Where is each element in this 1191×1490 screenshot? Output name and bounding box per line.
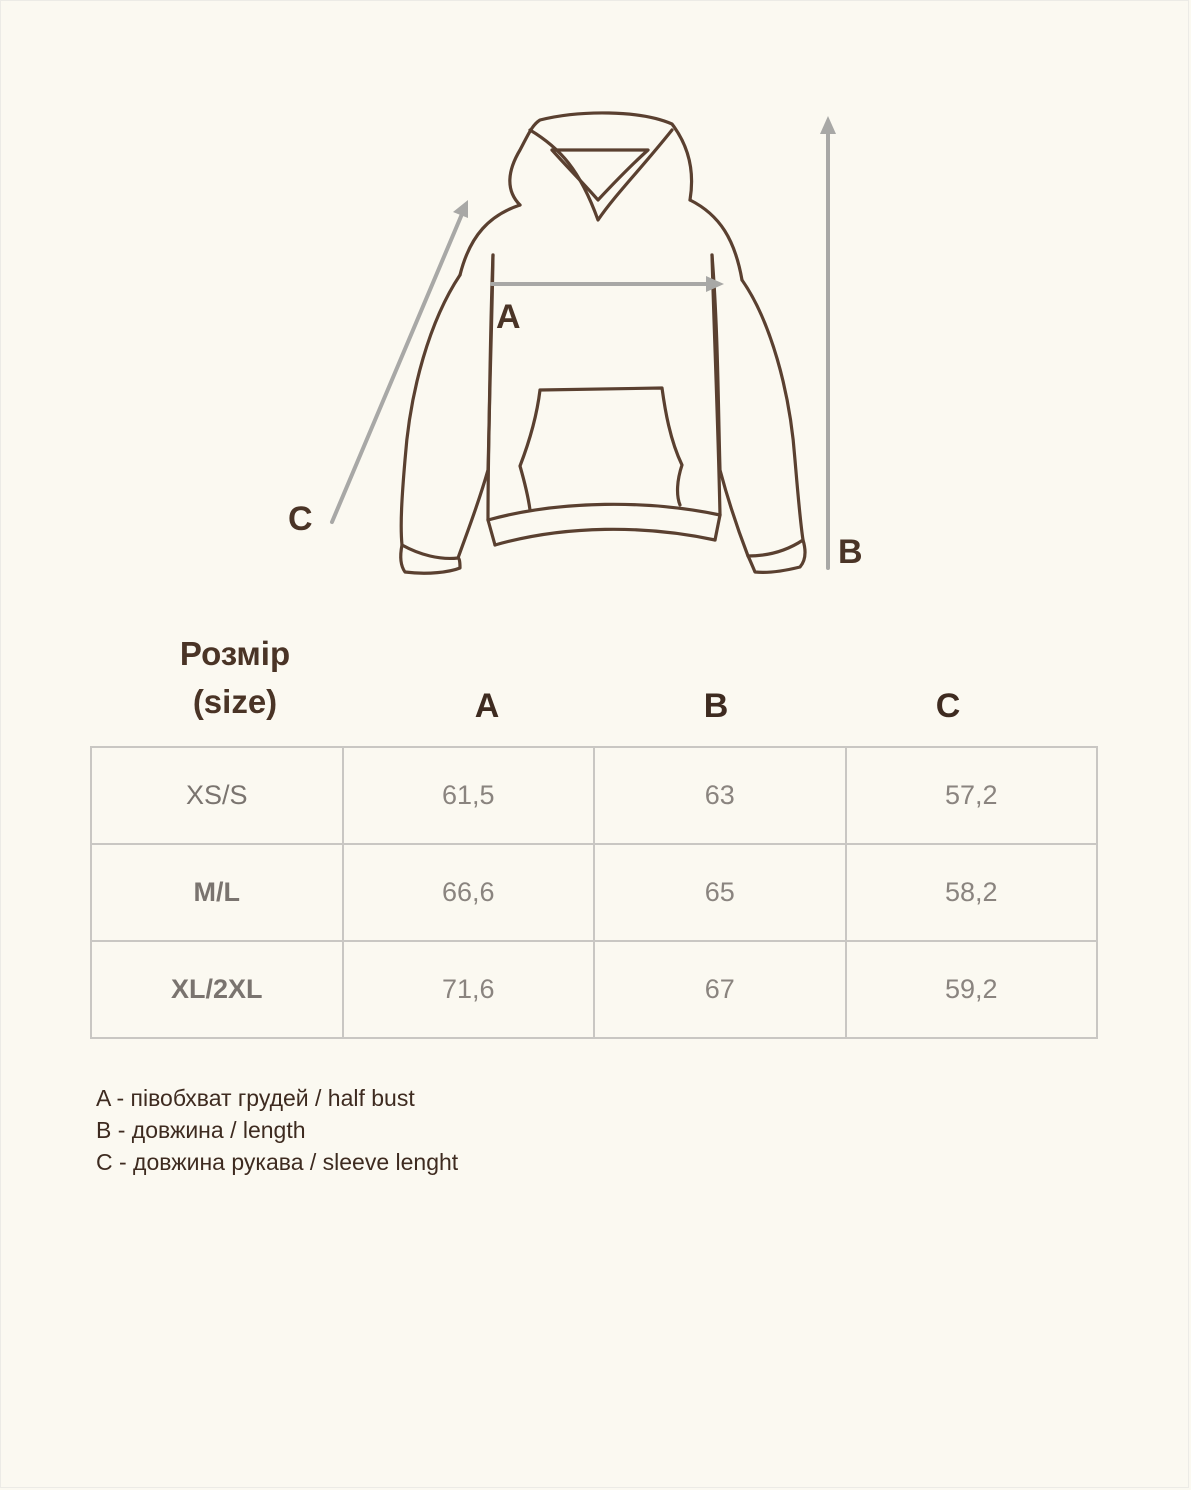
left-shoulder bbox=[460, 205, 520, 275]
size-cell: XL/2XL bbox=[91, 941, 343, 1038]
value-cell-a: 61,5 bbox=[343, 747, 595, 844]
value-cell-b: 63 bbox=[594, 747, 846, 844]
hood-opening bbox=[530, 130, 672, 220]
size-heading-line2: (size) bbox=[192, 683, 278, 720]
table-row bbox=[91, 941, 1097, 1038]
arrow-c-line bbox=[332, 214, 462, 522]
arrow-b-head bbox=[820, 116, 836, 134]
left-sleeve bbox=[401, 255, 493, 558]
size-cell: XS/S bbox=[91, 747, 343, 844]
hoodie-illustration bbox=[0, 0, 1191, 600]
waistband-bottom bbox=[495, 529, 715, 545]
size-heading-line1: Розмір bbox=[179, 635, 291, 672]
waistband-left bbox=[488, 520, 495, 545]
value-cell-b: 67 bbox=[594, 941, 846, 1038]
value-cell-c: 57,2 bbox=[846, 747, 1098, 844]
legend-item-c: C - довжина рукава / sleeve lenght bbox=[96, 1149, 459, 1175]
column-heading-a: A bbox=[474, 687, 500, 725]
kangaroo-pocket bbox=[520, 388, 682, 510]
legend-item-b: B - довжина / length bbox=[96, 1117, 306, 1143]
value-cell-a: 66,6 bbox=[343, 844, 595, 941]
value-cell-c: 59,2 bbox=[846, 941, 1098, 1038]
size-column-heading bbox=[160, 630, 310, 726]
table-row bbox=[91, 844, 1097, 941]
value-cell-b: 65 bbox=[594, 844, 846, 941]
measurement-legend bbox=[96, 1082, 458, 1178]
column-heading-c: C bbox=[935, 687, 961, 725]
right-sleeve bbox=[712, 255, 803, 556]
waistband-right bbox=[715, 515, 720, 540]
column-heading-b: B bbox=[703, 687, 729, 725]
value-cell-a: 71,6 bbox=[343, 941, 595, 1038]
right-shoulder bbox=[690, 200, 742, 280]
legend-item-a: A - півобхват грудей / half bust bbox=[96, 1085, 415, 1111]
hoodie-diagram bbox=[0, 0, 1191, 600]
value-cell-c: 58,2 bbox=[846, 844, 1098, 941]
size-cell: M/L bbox=[91, 844, 343, 941]
hood-outline bbox=[510, 113, 692, 205]
waistband-top bbox=[488, 504, 720, 520]
measure-label-c: C bbox=[288, 500, 313, 538]
size-table bbox=[90, 746, 1098, 1039]
table-row bbox=[91, 747, 1097, 844]
measure-label-b: B bbox=[838, 533, 863, 571]
measure-label-a: A bbox=[496, 298, 521, 336]
